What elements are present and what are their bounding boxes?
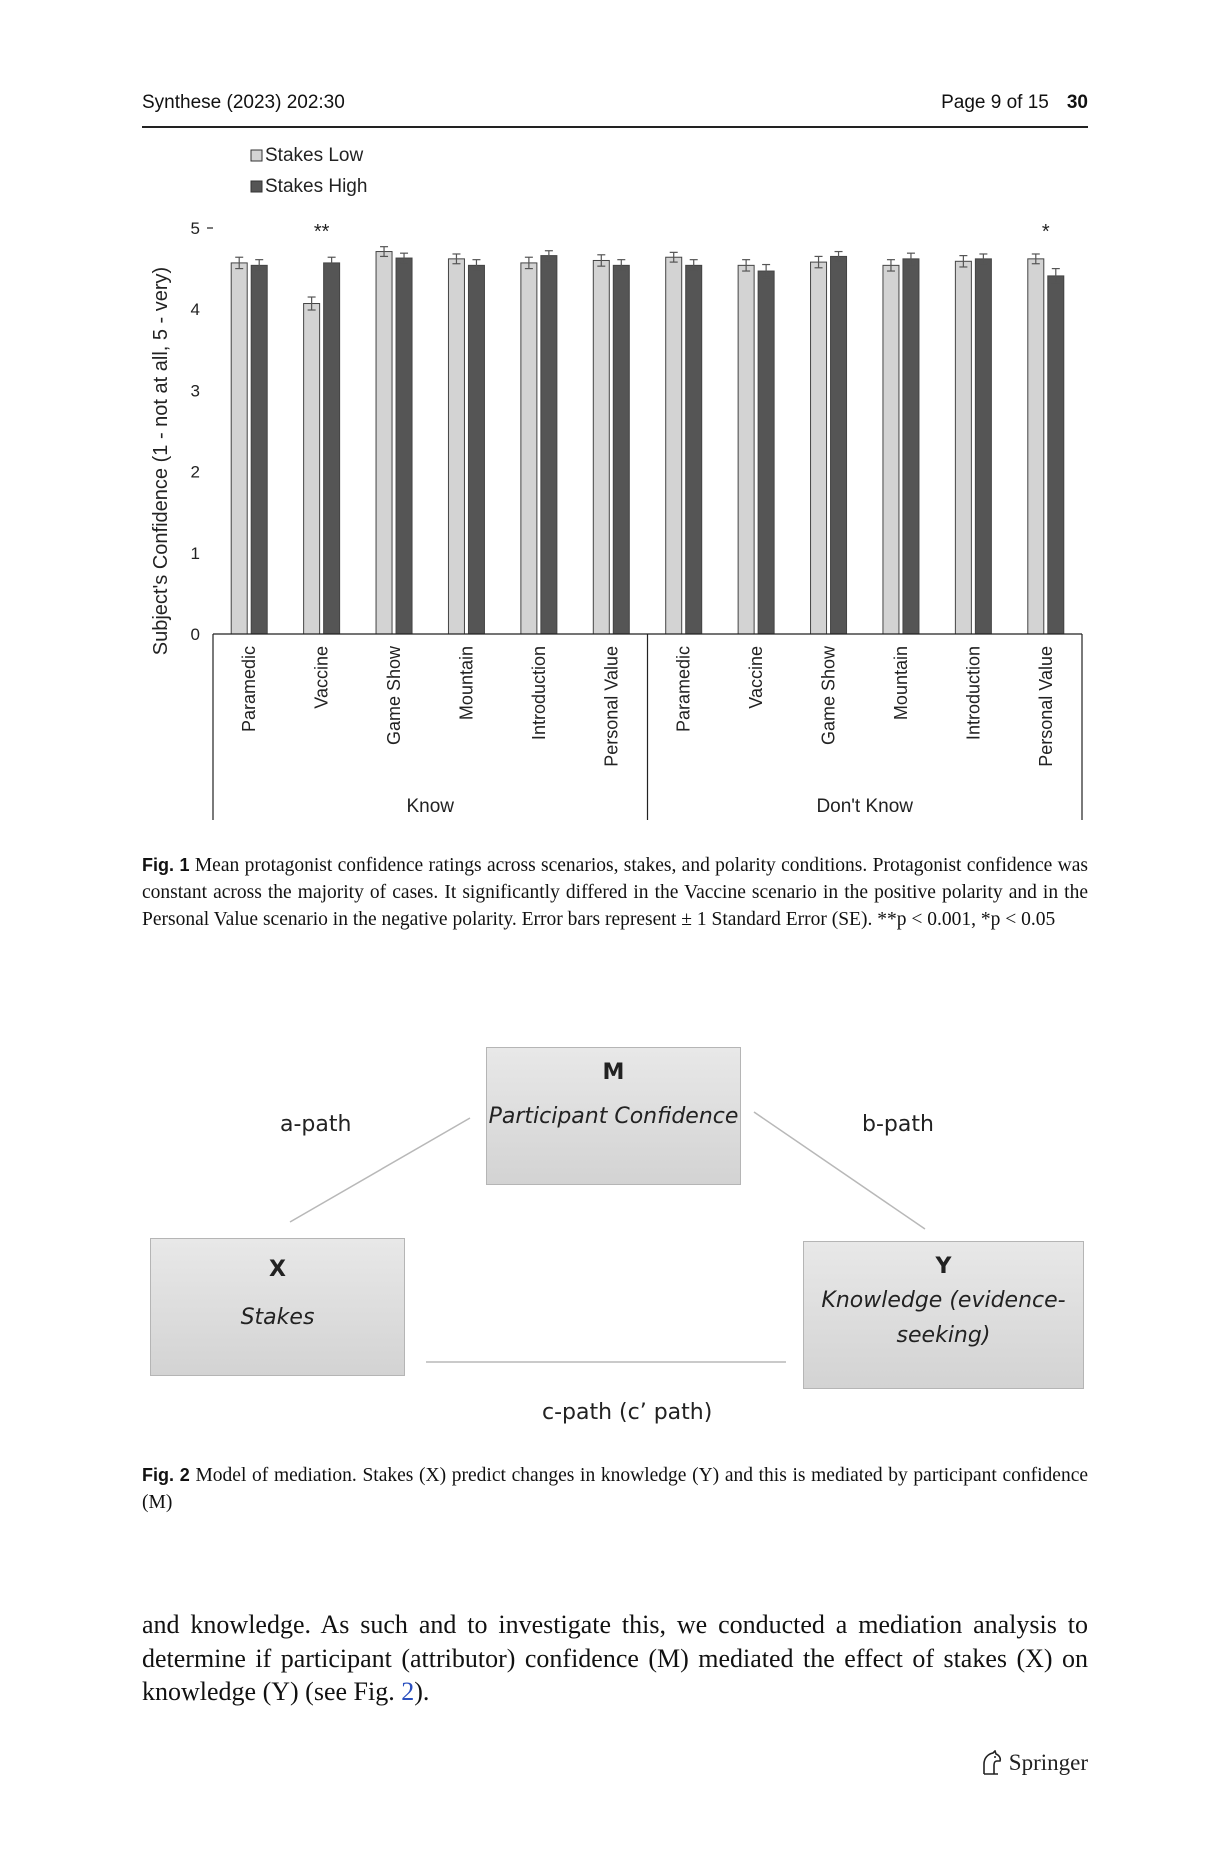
c-path-label: c-path (c’ path) bbox=[542, 1400, 713, 1425]
mediator-letter: M bbox=[602, 1060, 625, 1085]
a-path-label: a-path bbox=[280, 1112, 352, 1137]
predictor-box bbox=[150, 1238, 405, 1376]
x-tick-label: Personal Value bbox=[1035, 646, 1056, 767]
y-tick-label: 4 bbox=[190, 300, 200, 320]
x-tick-label: Vaccine bbox=[746, 646, 767, 709]
x-tick-label: Game Show bbox=[818, 646, 839, 746]
x-tick-label: Paramedic bbox=[239, 646, 260, 733]
x-tick-label: Mountain bbox=[890, 646, 911, 721]
figure-1-label: Fig. 1 bbox=[142, 855, 190, 875]
x-tick-label: Paramedic bbox=[673, 646, 694, 733]
outcome-box bbox=[803, 1241, 1084, 1389]
article-number: 30 bbox=[1066, 92, 1088, 113]
body-text-end: ). bbox=[414, 1677, 430, 1706]
outcome-letter: Y bbox=[935, 1254, 952, 1279]
y-tick-label: 1 bbox=[190, 543, 200, 563]
body-text-start: and knowledge. As such and to investigate this, we conducted a mediation analysis to determine if participant (attributor) confidence (M) mediated the effect of stakes (X) on knowledge (Y) (see Fig. bbox=[142, 1610, 1088, 1706]
page-number: Page 9 of 15 bbox=[941, 92, 1049, 113]
x-tick-label: Vaccine bbox=[311, 646, 332, 709]
legend-label: Stakes High bbox=[265, 176, 368, 197]
y-tick-label: 2 bbox=[190, 462, 200, 482]
legend-label: Stakes Low bbox=[265, 145, 364, 166]
figure-2-caption bbox=[142, 1462, 1088, 1516]
publisher-name: Springer bbox=[1008, 1750, 1088, 1775]
x-tick-label: Introduction bbox=[528, 646, 549, 741]
publisher-footer bbox=[979, 1750, 1088, 1776]
mediator-name: Participant Confidence bbox=[488, 1104, 739, 1129]
group-label: Know bbox=[406, 796, 455, 817]
y-tick-label: 5 bbox=[190, 219, 200, 238]
x-tick-label: Game Show bbox=[384, 646, 405, 746]
figure-reference-link[interactable]: 2 bbox=[401, 1677, 415, 1706]
mediator-box bbox=[486, 1047, 741, 1185]
figure-1-caption-text: Mean protagonist confidence ratings across scenarios, stakes, and polarity conditions. Protagonist confidence was constant across the majority of cases. It significantly differed in the Vaccine scenario in the positive polarity and in the Personal Value scenario in the negative polarity. Error bars represent ± 1 Standard Error (SE). **p < 0.001, *p < 0.05 bbox=[142, 855, 1088, 930]
significance-marker: * bbox=[1041, 221, 1050, 243]
x-tick-label: Mountain bbox=[456, 646, 477, 721]
x-tick-label: Introduction bbox=[963, 646, 984, 741]
b-path-label: b-path bbox=[862, 1112, 934, 1137]
body-paragraph bbox=[142, 1608, 1088, 1709]
running-header-journal: Synthese (2023) 202:30 bbox=[142, 92, 345, 113]
predictor-letter: X bbox=[269, 1257, 286, 1282]
y-axis-label: Subject's Confidence (1 - not at all, 5 - very) bbox=[150, 266, 172, 656]
significance-marker: ** bbox=[313, 221, 330, 243]
x-tick-label: Personal Value bbox=[601, 646, 622, 767]
figure-2-caption-text: Model of mediation. Stakes (X) predict changes in knowledge (Y) and this is mediated by participant confidence (M) bbox=[142, 1465, 1088, 1513]
outcome-name: Knowledge (evidence-seeking) bbox=[821, 1288, 1066, 1348]
predictor-name: Stakes bbox=[240, 1305, 315, 1330]
group-label: Don't Know bbox=[816, 796, 914, 817]
y-tick-label: 3 bbox=[190, 381, 200, 401]
figure-2-label: Fig. 2 bbox=[142, 1465, 190, 1485]
y-tick-label: 0 bbox=[190, 625, 200, 644]
springer-horse-icon bbox=[979, 1750, 1003, 1776]
